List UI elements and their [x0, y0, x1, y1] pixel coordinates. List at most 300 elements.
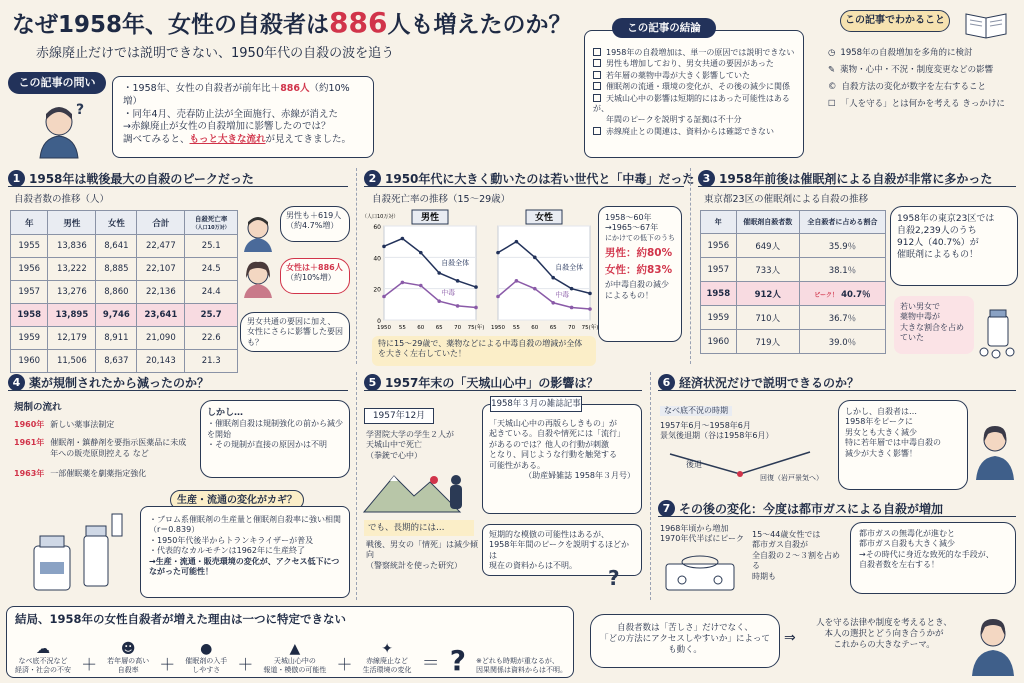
table-cell: 9,746 — [96, 304, 137, 327]
s7-gas — [660, 524, 760, 545]
final-theme-3: これからの大きなテーマ。 — [833, 640, 935, 651]
man-avatar — [238, 212, 278, 252]
final-note-1: ※どれも時期が重なるが、 — [476, 656, 559, 665]
section-3-number: 3 — [698, 170, 715, 187]
learn-item — [828, 48, 1020, 59]
s2-line-charts — [362, 208, 599, 336]
data-point — [474, 306, 478, 310]
s7-women — [752, 530, 842, 582]
conclusion-item-text: 男性も増加しており、男女共通の要因があった — [606, 59, 774, 69]
table-row — [701, 258, 886, 282]
table-cell: 25.7 — [185, 304, 238, 327]
conclusion-item-text: 年間のピークを説明する証拠は不十分 — [606, 115, 742, 125]
s7-women-4: 時期も — [752, 571, 776, 581]
learn-title: この記事でわかること — [840, 10, 950, 32]
learn-item — [828, 65, 1020, 76]
table-cell: 12,179 — [48, 327, 96, 350]
s3-note-box — [894, 296, 974, 354]
conclusion-item — [593, 71, 795, 81]
table-cell: 8,911 — [96, 327, 137, 350]
header-label: 合計 — [152, 218, 170, 229]
data-point — [515, 240, 519, 244]
mountain-couple-illustration — [364, 466, 474, 512]
x-tick-label: 65 — [549, 325, 557, 331]
question-line-3: →赤線廃止が女性の自殺増加に影響したのでは？ — [123, 121, 331, 133]
s4-t3-text: 一部催眠薬を劇薬指定強化 — [50, 469, 147, 479]
s2-chart-caption: 自殺死亡率の推移（15～29歳） — [372, 194, 511, 205]
table-cell: 21,090 — [137, 327, 185, 350]
s4-key-title: 生産・流通の変化がカギ？ — [170, 490, 304, 510]
s5-mag-source: （助産婦雑誌 1958年３月号） — [524, 470, 635, 480]
table-cell: 8,637 — [96, 350, 137, 373]
series-label: 自殺全体 — [555, 263, 584, 272]
table-cell: 22,477 — [137, 235, 185, 258]
table-cell: 8,885 — [96, 258, 137, 281]
factor-economy-label-1: なべ底不況など — [18, 656, 68, 665]
s5-result-2: 1958年年間のピークを説明するほどかは — [489, 540, 630, 560]
factor-akasen-label-2: 生活環境の変化 — [362, 665, 412, 674]
thinking-woman-2-illustration — [972, 420, 1018, 480]
s6-but-3: 男女とも大きく減少 — [845, 427, 917, 437]
table-cell — [701, 258, 737, 282]
table-cell: 13,276 — [48, 281, 96, 304]
data-point — [382, 295, 386, 299]
s4-t1-year: 1960年 — [14, 420, 45, 429]
conclusion-item — [593, 82, 795, 92]
factor-economy-label-2: 経済・社会の不安 — [15, 665, 71, 674]
checkbox-icon — [593, 94, 601, 102]
s4-key-3: ・代表的なカルモチンは1962年に生産終了 — [149, 546, 305, 556]
data-point — [419, 284, 423, 288]
checkbox-icon — [593, 127, 601, 135]
table-cell: 24.5 — [185, 258, 238, 281]
factor-youth-icon: ☻ — [120, 640, 136, 657]
table-cell: 11,506 — [48, 350, 96, 373]
s5-result-1: 短期的な模倣の可能性はあるが、 — [489, 530, 609, 539]
title-number: 886 — [329, 6, 388, 39]
s5-mag-4: となり、同じような行動を触発する — [489, 450, 617, 460]
factor-pills-label-1: 催眠剤の入手 — [185, 656, 228, 665]
table-header-cell — [185, 211, 238, 235]
header-label: 男性 — [63, 218, 81, 229]
s3-note-1: 若い男女で — [900, 302, 940, 311]
conclusion-title: この記事の結論 — [612, 18, 716, 38]
x-tick-label: 70 — [568, 325, 576, 331]
s7-women-1: 15～44歳女性では — [752, 530, 821, 539]
table-cell-value: 719人 — [755, 337, 781, 348]
big-question-icon: ? — [449, 644, 466, 677]
table-cell-value: 1960 — [707, 336, 730, 347]
peak-label: ピーク！ — [814, 291, 839, 299]
final-theme-2: 本人の選択とどう向き合うかが — [824, 629, 944, 640]
s5-long-title: でも、長期的には… — [364, 520, 474, 536]
question-badge: この記事の問い — [8, 72, 106, 94]
section-4-heading — [8, 374, 209, 391]
section-6-heading — [658, 374, 859, 391]
table-cell: 1956 — [11, 258, 48, 281]
s2-summary-1: 1958～60年 — [605, 213, 652, 222]
x-tick-label: 1950 — [491, 325, 505, 331]
plus-icon: ＋ — [237, 655, 254, 674]
s2-footnote — [372, 336, 596, 366]
s7-result-box — [850, 522, 1016, 594]
section-5-number: 5 — [364, 374, 381, 391]
hand-icon: ☐ — [828, 99, 836, 110]
table-row — [701, 306, 886, 330]
data-point — [401, 237, 405, 241]
table-cell: 13,222 — [48, 258, 96, 281]
s4-key-1: ・ブロム系催眠剤の生産量と催眠剤自殺率に強い相関（r＝0.839） — [149, 515, 341, 535]
s5-magazine-box — [482, 404, 642, 514]
s5-event-2: 天城山中で死亡 — [366, 440, 422, 450]
table-cell-value: 35.9％ — [828, 241, 857, 252]
table-cell: 1957 — [11, 281, 48, 304]
question-line-1: ・1958年、女性の自殺者が前年比＋ — [123, 83, 281, 94]
thinking-woman-illustration — [30, 100, 88, 158]
s4-flow-label: 規制の流れ — [14, 402, 62, 413]
question-line-4-highlight: もっと大きな流れ — [189, 134, 266, 146]
factor-amagi-label-2: 報道・模倣の可能性 — [263, 665, 327, 674]
section-3-heading — [698, 170, 992, 187]
conclusion-box — [584, 30, 804, 158]
s3-sleeping-pill-table — [700, 210, 886, 354]
x-tick-label: 75(年) — [581, 325, 599, 331]
question-line-4: 調べてみると、 — [123, 134, 190, 146]
s6-but-5: 減少が大きく影響！ — [845, 448, 917, 458]
s2-summary-male: 男性：約80% — [605, 246, 673, 259]
table-header-cell — [137, 211, 185, 235]
s4-but-1: ・催眠剤自殺は規制強化の前から減少を開始 — [207, 419, 343, 439]
s5-mag-1: 「天城山心中の再版らしきもの」が — [489, 419, 617, 428]
conclusion-item — [593, 115, 795, 125]
female-increase-sub: （約10%増） — [286, 273, 336, 283]
factor-pills — [185, 641, 227, 675]
conclusion-item-text: 若年層の薬物中毒が大きく影響していた — [606, 70, 750, 80]
s1-note-text: 男女共通の要因に加え、女性にさらに影響した要因も？ — [247, 317, 343, 347]
data-point — [515, 279, 519, 283]
s5-event-1: 学習院大学の学生２人が — [366, 430, 454, 439]
section-4-title: 薬が規制されたから減ったのか？ — [29, 376, 210, 390]
final-message-box — [590, 614, 780, 668]
y-unit-label: （人口10万対） — [362, 214, 399, 220]
x-tick-label: 60 — [531, 325, 539, 331]
conclusion-item-text: 天城山心中の影響は短期的にはあった可能性はあるが、 — [593, 93, 790, 113]
table-header-cell: 全自殺者に占める割合 — [799, 211, 885, 234]
table-cell-value: 733人 — [755, 265, 781, 276]
table-cell: 1960 — [11, 350, 48, 373]
final-theme-1: 人を守る法律や制度を考えるとき、 — [816, 618, 952, 628]
s4-t2-year: 1961年 — [14, 438, 45, 448]
s3-summary-3: 912人（40.7%）が — [897, 238, 979, 249]
s5-mag-5: 可能性がある。 — [489, 460, 545, 470]
x-tick-label: 55 — [512, 325, 520, 331]
table-cell: 1955 — [11, 235, 48, 258]
series-label: 中毒 — [555, 290, 570, 299]
s6-up-label: 回復（岩戸景気へ） — [760, 474, 823, 482]
s4-key-box — [140, 506, 350, 598]
s5-event — [366, 430, 476, 461]
table-row — [11, 350, 238, 373]
table-row — [11, 327, 238, 350]
final-message-2: 「どの方法にアクセスしやすいか」によっても動く。 — [600, 634, 770, 656]
s3-summary-2: 自殺2,239人のうち — [897, 226, 977, 237]
data-point — [533, 256, 537, 260]
final-theme — [804, 618, 964, 651]
s1-table-caption: 自殺者数の推移（人） — [14, 194, 110, 205]
table-cell — [701, 330, 737, 354]
table-header-cell: 催眠剤自殺者数 — [736, 211, 799, 234]
x-tick-label: 55 — [398, 325, 406, 331]
s2-footnote-text: 特に15～29歳で、薬物などによる中毒自殺の増減が全体を大きく左右していた！ — [378, 339, 583, 359]
s4-but-title: しかし… — [207, 408, 244, 418]
table-cell-value: 1957 — [707, 264, 730, 275]
s2-summary-female: 女性：約83% — [605, 264, 673, 277]
data-point — [437, 299, 441, 303]
s3-table-caption: 東京都23区の催眠剤による自殺の推移 — [704, 194, 869, 205]
panel-title: 男性 — [420, 213, 440, 223]
page-subtitle: 赤線廃止だけでは説明できない、1950年代の自殺の波を追う — [36, 46, 395, 61]
table-cell: 21.3 — [185, 350, 238, 373]
factor-pills-icon: ● — [200, 640, 213, 657]
table-row — [701, 234, 886, 258]
table-cell: 22.6 — [185, 327, 238, 350]
table-cell-value: 39.0％ — [828, 337, 857, 348]
s4-but-2: ・その規制が直接の原因かは不明 — [207, 439, 327, 449]
series-label: 自殺全体 — [441, 259, 470, 267]
section-1-title: 1958年は戦後最大の自殺のピークだった — [29, 172, 254, 186]
table-row — [11, 235, 238, 258]
section-7-title: その後の変化：今度は都市ガスによる自殺が増加 — [679, 502, 944, 516]
s7-gas-1: 1968年頃から増加 — [660, 524, 729, 533]
final-factors — [15, 631, 567, 675]
s6-but-4: 特に若年層では中毒自殺の — [845, 438, 941, 448]
male-increase-text: 男性も＋619人 — [286, 211, 342, 220]
table-cell: 13,836 — [48, 235, 96, 258]
s7-result-2: 都市ガス自殺も大きく減少 — [859, 539, 955, 549]
s4-key-2: ・1950年代後半からトランキライザーが普及 — [149, 535, 314, 545]
s5-result-3: 現在の資料からは不明。 — [489, 561, 577, 571]
final-box — [6, 606, 574, 678]
male-increase-sub: （約4.7%増） — [286, 221, 339, 231]
s6-date-1: 1957年6月～1958年6月 — [660, 421, 751, 430]
table-cell-value: 40.7％ — [841, 289, 871, 300]
s6-but-1: しかし、自殺者は… — [845, 407, 917, 416]
gas-stove-icon — [662, 550, 738, 594]
s6-but-2: 1958年をピークに — [845, 417, 914, 427]
female-increase-text: 女性は＋886人 — [286, 263, 343, 272]
factor-youth-label-1: 若年層の高い — [107, 656, 150, 665]
table-header-cell — [11, 211, 48, 235]
table-cell-value: 1956 — [707, 240, 730, 251]
s2-summary-4: が中毒自殺の減少 — [605, 280, 669, 290]
s2-summary-2: →1965～67年 — [605, 223, 659, 233]
table-cell: 22,136 — [137, 281, 185, 304]
s2-summary-3: にかけての低下のうち — [605, 233, 675, 242]
factor-economy — [15, 641, 71, 675]
data-point — [570, 306, 574, 310]
s5-mag-3: があるのでは？他人の行動が刺激 — [489, 439, 609, 449]
conclusion-item — [593, 127, 795, 137]
table-cell: 8,860 — [96, 281, 137, 304]
table-cell: 1959 — [11, 327, 48, 350]
section-7-heading — [658, 500, 943, 517]
factor-akasen-label-1: 赤線廃止など — [366, 656, 409, 665]
title-part-b: 人も増えたのか？ — [387, 12, 572, 38]
s1-suicide-table — [10, 210, 238, 373]
table-cell — [799, 330, 885, 354]
s7-result-1: 都市ガスの無毒化が進むと — [859, 529, 955, 538]
s7-result-3: →その時代に身近な致死的な手段が、 — [859, 549, 994, 559]
factor-amagi-label-1: 天城山心中の — [273, 656, 316, 665]
header-label: 年 — [24, 218, 34, 229]
s4-timeline — [14, 420, 194, 480]
table-cell — [701, 282, 737, 306]
data-point — [496, 251, 500, 255]
table-header-cell — [96, 211, 137, 235]
equals-icon: ＝ — [421, 653, 440, 674]
factor-akasen-icon: ✦ — [381, 640, 393, 657]
learn-item — [828, 99, 1020, 110]
header-label: 自殺死亡率 — [194, 215, 228, 223]
final-message-1: 自殺者数は「苦しさ」だけでなく、 — [617, 623, 753, 633]
factor-economy-icon: ☁ — [36, 640, 50, 657]
s5-event-3: （拳銃で心中） — [366, 450, 422, 460]
data-point — [588, 292, 592, 296]
data-point — [456, 304, 460, 308]
conclusion-item-text: 催眠剤の流通・環境の変化が、その後の減少に関係 — [606, 82, 790, 92]
section-1-heading — [8, 170, 254, 187]
table-cell — [736, 258, 799, 282]
s7-women-2: 都市ガス自殺が — [752, 540, 808, 550]
s6-but-box — [838, 400, 968, 490]
conclusion-item — [593, 48, 795, 58]
question-line-2: ・同年4月、売春防止法が全面施行、赤線が消えた — [123, 108, 339, 120]
section-6-number: 6 — [658, 374, 675, 391]
checkbox-icon — [593, 82, 601, 90]
section-6-title: 経済状況だけで説明できるのか？ — [679, 376, 860, 390]
factor-youth — [107, 641, 149, 675]
section-1-number: 1 — [8, 170, 25, 187]
table-cell-value: 38.1％ — [828, 265, 857, 276]
medicine-bottles-illustration — [24, 506, 124, 596]
s4-t1-text: 新しい薬事法制定 — [50, 420, 115, 429]
table-cell: 13,895 — [48, 304, 96, 327]
section-5-heading — [364, 374, 598, 391]
section-7-number: 7 — [658, 500, 675, 517]
table-row — [701, 330, 886, 354]
data-point — [474, 285, 478, 289]
s4-but-box — [200, 400, 350, 478]
data-point — [551, 276, 555, 280]
table-cell — [736, 234, 799, 258]
y-tick-label: 20 — [373, 286, 381, 294]
data-point — [401, 281, 405, 285]
table-cell: 25.1 — [185, 235, 238, 258]
conclusion-item-text: 赤線廃止との関連は、資料からは確認できない — [606, 126, 774, 136]
checkbox-icon — [593, 48, 601, 56]
svg-text:?: ? — [76, 102, 85, 118]
s4-t3-year: 1963年 — [14, 469, 45, 479]
s6-date-2: 景気後退期（谷は1958年6月） — [660, 431, 774, 441]
x-tick-label: 65 — [435, 325, 443, 331]
title-part-a: なぜ1958年、女性の自殺者は — [12, 12, 330, 38]
conclusion-item-text: 1958年の自殺増加は、単一の原因では説明できない — [606, 48, 795, 57]
copyright-icon: © — [828, 82, 837, 93]
learn-item — [828, 82, 1020, 93]
x-tick-label: 1950 — [377, 325, 391, 331]
page-title — [12, 6, 571, 39]
section-5-title: 1957年末の「天城山心中」の影響は？ — [385, 376, 599, 390]
learn-item-text: 自殺方法の変化が数字を左右すること — [841, 82, 987, 93]
x-tick-label: 60 — [417, 325, 425, 331]
conclusion-item — [593, 94, 795, 115]
conclusion-item — [593, 59, 795, 69]
table-cell — [799, 306, 885, 330]
table-cell: 8,641 — [96, 235, 137, 258]
x-tick-label: 70 — [454, 325, 462, 331]
section-2-title: 1950年代に大きく動いたのは若い世代と「中毒」だった — [385, 172, 695, 186]
data-point — [456, 279, 460, 283]
s5-magazine-title: 1958年３月の雑誌記事 — [490, 396, 582, 412]
s4-t2-text: 催眠剤・鎮静剤を要指示医薬品に未成年への販売原則控える など — [50, 438, 187, 458]
table-cell — [736, 330, 799, 354]
series-label: 中毒 — [441, 289, 456, 298]
table-cell-value: 912人 — [754, 289, 781, 300]
female-increase-bubble — [280, 258, 350, 294]
s3-note-3: 大きな割合を占めていた — [900, 322, 964, 343]
s6-down-label: 後退 — [686, 460, 702, 469]
section-2-heading — [364, 170, 694, 187]
factor-amagi-icon: ▲ — [289, 640, 301, 657]
factor-pills-label-2: しやすさ — [192, 665, 221, 674]
data-point — [496, 295, 500, 299]
s5-mag-2: 起きている。自殺や情死には「流行」 — [489, 429, 625, 439]
table-row — [11, 281, 238, 304]
table-cell-value: 1959 — [707, 312, 730, 323]
checkbox-icon — [593, 59, 601, 67]
s5-long — [366, 540, 480, 571]
plus-icon: ＋ — [336, 655, 353, 674]
table-row — [11, 304, 238, 327]
arrow-right-icon: ⇒ — [784, 630, 796, 646]
data-point — [437, 271, 441, 275]
table-cell-value: 1958 — [706, 288, 731, 299]
data-point — [570, 287, 574, 291]
table-header-cell — [48, 211, 96, 235]
final-title: 結局、1958年の女性自殺者が増えた理由は一つに特定できない — [15, 612, 347, 626]
table-cell — [799, 282, 885, 306]
y-tick-label: 60 — [373, 224, 381, 231]
s7-result-4: 自殺者数を左右する！ — [859, 560, 939, 570]
s5-long-2: （警察統計を使った研究） — [366, 560, 462, 570]
table-row — [11, 258, 238, 281]
data-point — [588, 307, 592, 311]
y-tick-label: 40 — [373, 255, 381, 263]
data-point — [533, 287, 537, 291]
thinking-woman-3-illustration — [968, 614, 1018, 676]
checkbox-icon — [593, 71, 601, 79]
s6-recession-panel — [660, 398, 830, 490]
learn-item-text: 薬物・心中・不況・制度変更などの影響 — [840, 65, 994, 76]
question-line-1-note: （約10%増） — [123, 83, 350, 107]
factor-youth-label-2: 自殺率 — [117, 665, 139, 674]
table-cell — [736, 306, 799, 330]
table-cell — [701, 234, 737, 258]
s1-note-bubble — [240, 312, 350, 352]
question-mark-icon: ? — [608, 566, 620, 590]
woman-avatar — [238, 258, 278, 298]
final-note-2: 因果関係は資料からは不明。 — [476, 665, 567, 674]
